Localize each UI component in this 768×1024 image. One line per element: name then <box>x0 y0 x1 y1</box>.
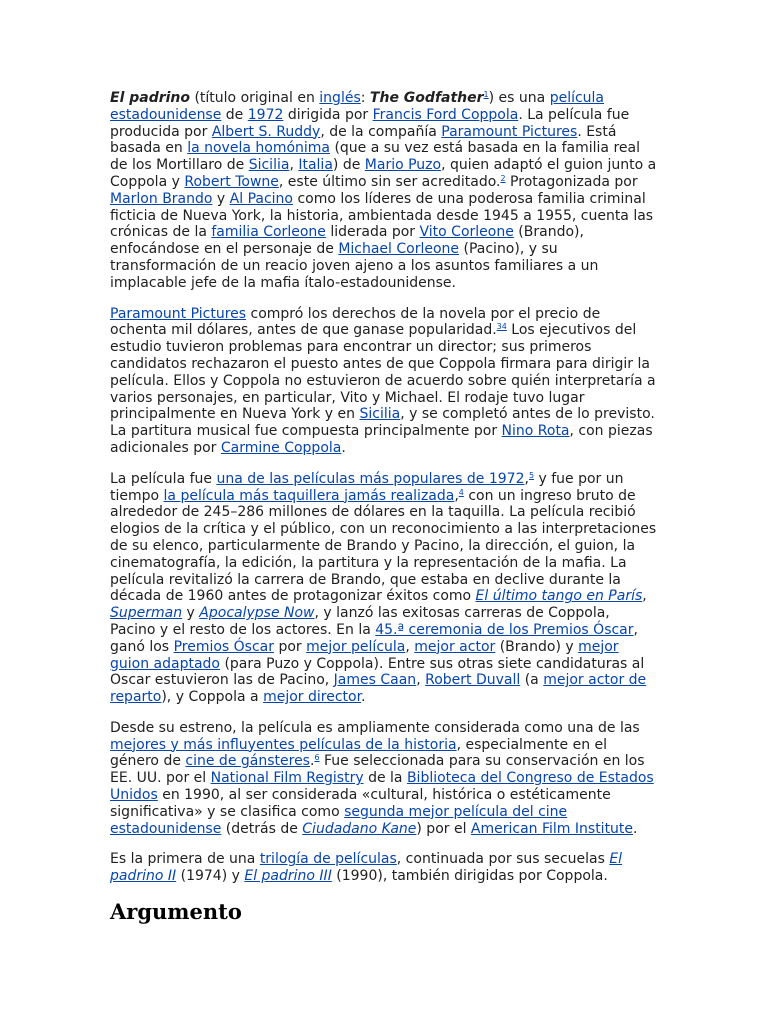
link-national-film-registry[interactable]: National Film Registry <box>210 770 364 787</box>
link-el-padrino-ii[interactable]: El padrino II <box>110 851 623 885</box>
text-run: con un ingreso bruto de alrededor de 245–286 millones de dólares en la taquilla. La película recibió elogios de la crítica y el público, con un reconocimiento a las interpretaciones de su elenco, particularmente de Brando y Pacino, la dirección, el guion, la cinematografía, la edición, la partitura y la representación de la mafia. La película revitalizó la carrera de Brando, que estaba en declive durante la década de 1960 antes de protagonizar éxitos como <box>110 487 657 605</box>
link-al-pacino[interactable]: Al Pacino <box>229 190 293 207</box>
text-run: de la <box>363 770 407 787</box>
text-run: . <box>633 820 638 837</box>
text-run: ) por el <box>416 820 471 837</box>
article-body <box>110 90 658 925</box>
link-james-caan[interactable]: James Caan <box>333 672 417 689</box>
paragraph-production <box>110 306 658 457</box>
link-el-padrino-iii[interactable]: El padrino III <box>244 868 332 885</box>
link-superman[interactable]: Superman <box>110 605 183 622</box>
link-el-ultimo-tango-en-paris[interactable]: El último tango en París <box>475 588 643 605</box>
link-45-ceremonia-de-los-premios-oscar[interactable]: 45.ª ceremonia de los Premios Óscar <box>375 621 634 638</box>
link-la-novela-homonima[interactable]: la novela homónima <box>187 140 330 157</box>
link-mejor-pelicula[interactable]: mejor película <box>306 638 406 655</box>
link-familia-corleone[interactable]: familia Corleone <box>211 224 326 241</box>
link-mejores-y-mas-influyentes-peliculas-de-la-historia[interactable]: mejores y más influyentes películas de la historia <box>110 736 457 753</box>
text-run: ) de <box>332 157 365 174</box>
text-run: (a <box>520 672 544 689</box>
text-run: (que a su vez está basada en la familia real de los Mortillaro de <box>110 140 640 174</box>
text-run: , y lanzó las exitosas carreras de Coppola, Pacino y el resto de los actores. En la <box>110 605 610 638</box>
text-run: The Godfather <box>369 90 484 106</box>
paragraph-reception <box>110 471 658 706</box>
link-marlon-brando[interactable]: Marlon Brando <box>110 190 213 207</box>
text-run: , este último sin ser acreditado. <box>278 173 501 190</box>
text-run: , <box>289 157 299 174</box>
text-run: (Brando) y <box>495 638 579 655</box>
text-run: (detrás de <box>221 820 303 837</box>
link-la-pelicula-mas-taquillera-jamas-realizada[interactable]: la película más taquillera jamás realizada <box>163 487 455 504</box>
text-run: (1974) y <box>176 868 245 885</box>
text-run: . <box>309 753 315 770</box>
footnote-link-5[interactable]: 5 <box>528 470 535 480</box>
link-vito-corleone[interactable]: Vito Corleone <box>419 224 514 241</box>
link-american-film-institute[interactable]: American Film Institute <box>470 820 634 837</box>
link-segunda-mejor-pelicula-del-cine-estadounidense[interactable]: segunda mejor película del cine estadounidense <box>110 803 568 837</box>
text-run: . <box>341 439 346 456</box>
text-run: . Está basada en <box>110 123 617 157</box>
text-run: , continuada por sus secuelas <box>396 851 610 868</box>
paragraph-legacy <box>110 720 658 838</box>
text-run: El padrino <box>110 90 191 106</box>
text-run: La película fue <box>110 470 217 487</box>
link-trilogia-de-peliculas[interactable]: trilogía de películas <box>259 851 397 868</box>
text-run: , <box>405 638 415 655</box>
footnote-link-4[interactable]: 4 <box>458 487 464 497</box>
link-premios-oscar[interactable]: Premios Óscar <box>173 638 275 655</box>
text-run: Los ejecutivos del estudio tuvieron problemas para encontrar un director; sus primeros candidatos rechazaron el puesto antes de que Coppola firmara para dirigir la película. Ellos y Coppola no estuvieron de acuerdo sobre quién interpretaría a varios personajes, en particular, Vito y Michael. El rodaje tuvo lugar principalmente en Nueva York y en <box>110 322 656 423</box>
text-run: , <box>454 487 459 504</box>
link-michael-corleone[interactable]: Michael Corleone <box>338 241 460 258</box>
text-run: , <box>524 470 529 487</box>
text-run: ), y Coppola a <box>161 689 264 706</box>
text-run: : <box>360 90 370 106</box>
link-1972[interactable]: 1972 <box>247 106 284 123</box>
link-albert-s-ruddy[interactable]: Albert S. Ruddy <box>211 123 321 140</box>
text-run: Desde su estreno, la película es ampliamente considerada como una de las <box>110 719 640 736</box>
text-run: , y se completó antes de lo previsto. La partitura musical fue compuesta principalmente por <box>110 406 655 440</box>
text-run: y fue por un tiempo <box>110 470 624 504</box>
text-run: (título original en <box>190 90 320 106</box>
footnote-link-2[interactable]: 2 <box>500 173 506 183</box>
text-run: , con piezas adicionales por <box>110 423 653 456</box>
text-run: , <box>416 672 426 689</box>
link-cine-de-gansteres[interactable]: cine de gánsteres <box>185 753 310 770</box>
link-apocalypse-now[interactable]: Apocalypse Now <box>199 605 315 622</box>
footnote-link-34[interactable]: 34 <box>496 322 507 332</box>
text-run: (1990), también dirigidas por Coppola. <box>331 868 608 885</box>
link-robert-towne[interactable]: Robert Towne <box>184 173 279 190</box>
section-heading-argumento: Argumento <box>110 899 242 925</box>
text-run: . <box>361 689 366 706</box>
link-mejor-director[interactable]: mejor director <box>263 689 362 706</box>
text-run: compró los derechos de la novela por el precio de ochenta mil dólares, antes de que ganase popularidad. <box>110 305 601 339</box>
link-ciudadano-kane[interactable]: Ciudadano Kane <box>302 820 417 837</box>
paragraph-trilogy <box>110 851 658 885</box>
text-run: como los líderes de una poderosa familia criminal ficticia de Nueva York, la historia, ambientada desde 1945 a 1955, cuenta las crónicas de la <box>110 190 654 241</box>
text-run: , de la compañía <box>320 123 442 140</box>
link-robert-duvall[interactable]: Robert Duvall <box>425 672 521 689</box>
link-mejor-guion-adaptado[interactable]: mejor guion adaptado <box>110 638 619 672</box>
text-run: (para Puzo y Coppola). Entre sus otras siete candidaturas al Oscar estuvieron las de Pacino, <box>110 655 645 689</box>
link-paramount-pictures[interactable]: Paramount Pictures <box>441 123 578 140</box>
text-run: (Pacino), y su transformación de un reacio joven ajeno a los asuntos familiares a un implacable jefe de la mafia ítalo-estadounidense. <box>110 241 599 291</box>
text-run: ) es una <box>488 90 550 106</box>
paragraph-intro <box>110 90 658 292</box>
text-run: . La película fue producida por <box>110 106 630 140</box>
text-run: en 1990, al ser considerada «cultural, histórica o estéticamente significativa» y se clasifica como <box>110 787 611 820</box>
link-mejor-actor-de-reparto[interactable]: mejor actor de reparto <box>110 672 647 706</box>
text-run: , <box>642 588 647 605</box>
link-italia[interactable]: Italia <box>298 157 333 174</box>
text-run: de <box>221 106 248 123</box>
text-run: y <box>212 190 230 207</box>
text-run: y <box>182 605 200 622</box>
text-run: Es la primera de una <box>110 851 260 868</box>
text-run: Protagonizada por <box>505 173 638 190</box>
link-biblioteca-del-congreso-de-estados-unidos[interactable]: Biblioteca del Congreso de Estados Unidos <box>110 770 654 804</box>
text-run: liderada por <box>325 224 420 241</box>
footnote-link-1[interactable]: 1 <box>483 90 489 99</box>
link-francis-ford-coppola[interactable]: Francis Ford Coppola <box>372 106 519 123</box>
link-ingles[interactable]: inglés <box>319 90 361 106</box>
link-sicilia[interactable]: Sicilia <box>248 157 290 174</box>
link-carmine-coppola[interactable]: Carmine Coppola <box>220 439 342 456</box>
text-run: Fue seleccionada para su conservación en los EE. UU. por el <box>110 753 645 787</box>
link-una-de-las-peliculas-mas-populares-de-1972[interactable]: una de las películas más populares de 1972 <box>216 470 525 487</box>
text-run: , especialmente en el género de <box>110 736 608 770</box>
text-run: , quien adaptó el guion junto a Coppola y <box>110 157 657 190</box>
text-run: por <box>274 638 307 655</box>
text-run: , ganó los <box>110 621 638 655</box>
footnote-link-6[interactable]: 6 <box>314 753 320 763</box>
text-run: dirigida por <box>283 106 373 123</box>
link-mejor-actor[interactable]: mejor actor <box>414 638 496 655</box>
link-pelicula-estadounidense[interactable]: película estadounidense <box>110 90 605 123</box>
link-paramount-pictures[interactable]: Paramount Pictures <box>110 305 247 322</box>
text-run: (Brando), enfocándose en el personaje de <box>110 224 584 258</box>
link-mario-puzo[interactable]: Mario Puzo <box>364 157 442 174</box>
link-nino-rota[interactable]: Nino Rota <box>501 423 570 440</box>
link-sicilia[interactable]: Sicilia <box>359 406 401 423</box>
